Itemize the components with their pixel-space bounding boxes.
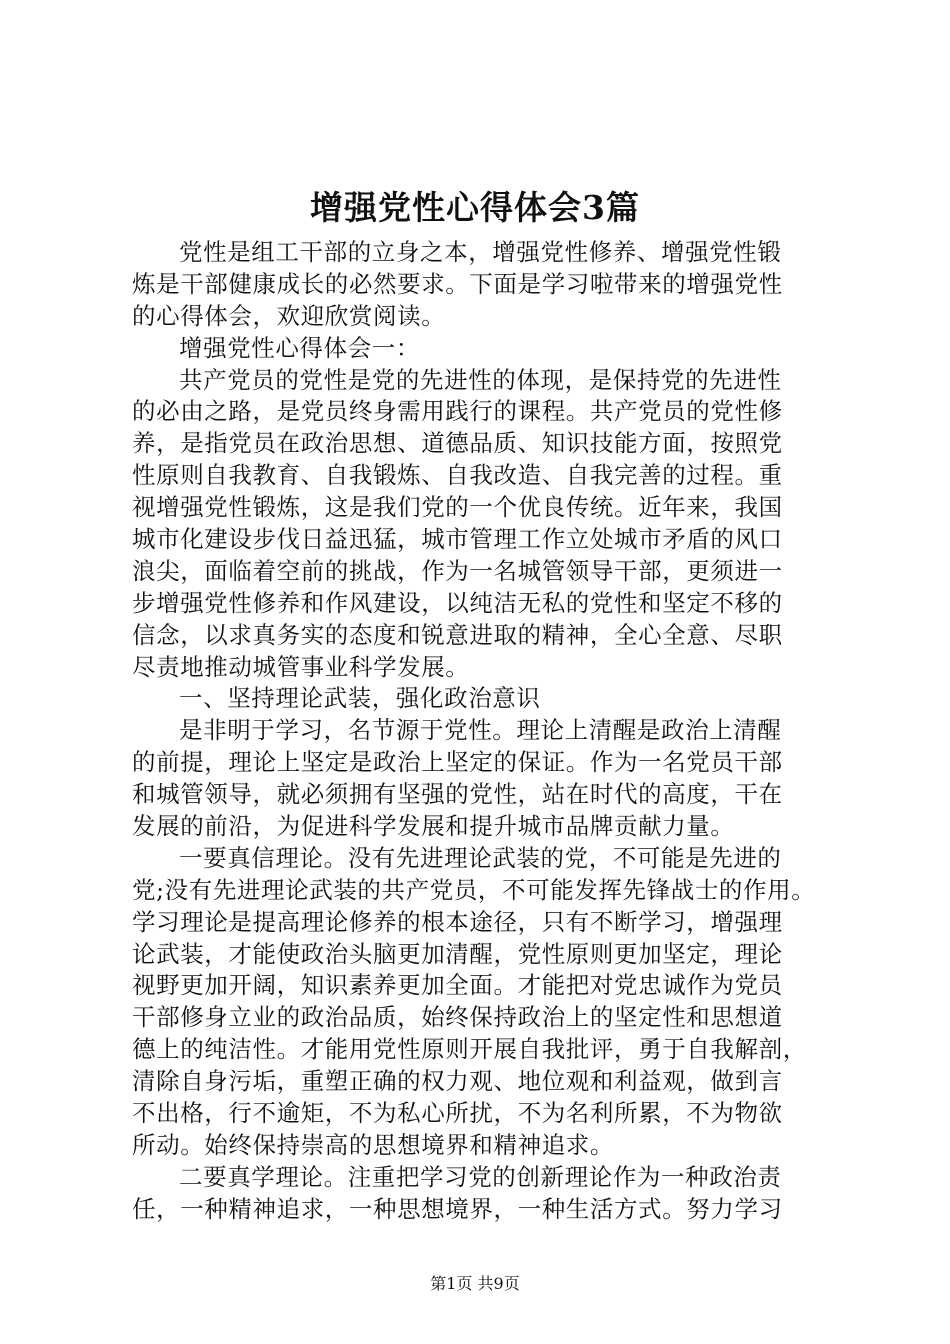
text-line: 德上的纯洁性。才能用党性原则开展自我批评，勇于自我解剖，: [132, 1035, 807, 1064]
text-line: 不出格，行不逾矩，不为私心所扰，不为名利所累，不为物欲: [132, 1099, 783, 1128]
page-footer: 第1页 共9页: [430, 1274, 520, 1293]
text-line: 的前提，理论上坚定是政治上坚定的保证。作为一名党员干部: [132, 748, 783, 777]
text-line: 的必由之路，是党员终身需用践行的课程。共产党员的党性修: [132, 397, 783, 426]
text-line: 党;没有先进理论武装的共产党员，不可能发挥先锋战士的作用。: [132, 875, 816, 904]
text-line: 二要真学理论。注重把学习党的创新理论作为一种政治责: [179, 1162, 782, 1191]
text-line: 增强党性心得体会一：: [179, 333, 420, 362]
text-line: 党性是组工干部的立身之本，增强党性修养、增强党性锻: [179, 238, 782, 266]
text-line: 是非明于学习，名节源于党性。理论上清醒是政治上清醒: [179, 716, 782, 745]
text-line: 炼是干部健康成长的必然要求。下面是学习啦带来的增强党性: [132, 269, 783, 298]
text-line: 的心得体会，欢迎欣赏阅读。: [132, 301, 446, 330]
text-line: 城市化建设步伐日益迅猛，城市管理工作立处城市矛盾的风口: [132, 525, 783, 554]
page-title: 增强党性心得体会3篇: [310, 188, 640, 227]
text-line: 浪尖，面临着空前的挑战，作为一名城管领导干部，更须进一: [132, 556, 783, 585]
text-line: 一要真信理论。没有先进理论武装的党，不可能是先进的: [179, 843, 782, 872]
text-line: 一、坚持理论武装，强化政治意识: [179, 684, 541, 713]
text-line: 发展的前沿，为促进科学发展和提升城市品牌贡献力量。: [132, 812, 735, 841]
document-body: [132, 237, 832, 1226]
text-line: 学习理论是提高理论修养的根本途径，只有不断学习，增强理: [132, 907, 783, 936]
text-line: 步增强党性修养和作风建设，以纯洁无私的党性和坚定不移的: [132, 588, 783, 617]
text-line: 论武装，才能使政治头脑更加清醒，党性原则更加坚定，理论: [132, 939, 783, 968]
text-line: 养，是指党员在政治思想、道德品质、知识技能方面，按照党: [132, 429, 783, 458]
text-line: 和城管领导，就必须拥有坚强的党性，站在时代的高度，干在: [132, 780, 783, 809]
text-line: 干部修身立业的政治品质，始终保持政治上的坚定性和思想道: [132, 1003, 783, 1032]
text-line: 视野更加开阔，知识素养更加全面。才能把对党忠诚作为党员: [132, 971, 783, 1000]
text-line: 所动。始终保持崇高的思想境界和精神追求。: [132, 1130, 614, 1159]
text-line: 共产党员的党性是党的先进性的体现，是保持党的先进性: [179, 365, 782, 394]
text-line: 任，一种精神追求，一种思想境界，一种生活方式。努力学习: [132, 1194, 783, 1223]
text-line: 性原则自我教育、自我锻炼、自我改造、自我完善的过程。重: [132, 461, 783, 490]
text-line: 信念，以求真务实的态度和锐意进取的精神，全心全意、尽职: [132, 620, 783, 649]
text-line: 尽责地推动城管事业科学发展。: [132, 652, 470, 681]
text-line: 视增强党性锻炼，这是我们党的一个优良传统。近年来，我国: [132, 493, 783, 522]
text-line: 清除自身污垢，重塑正确的权力观、地位观和利益观，做到言: [132, 1067, 783, 1096]
